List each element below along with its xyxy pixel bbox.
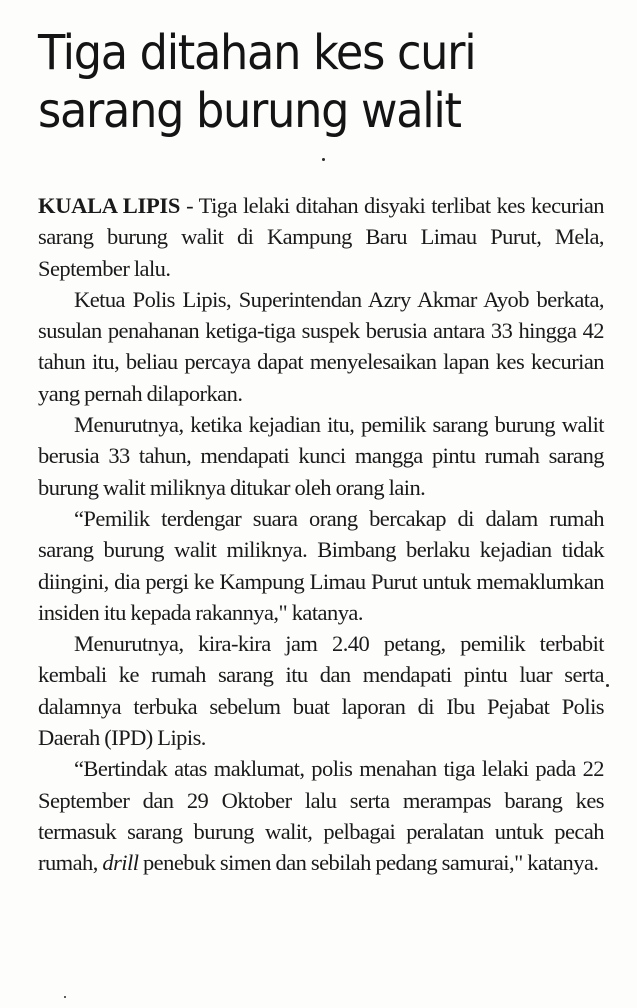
paragraph-6-italic: drill bbox=[102, 850, 139, 876]
paragraph-3: Menurutnya, ketika kejadian itu, pemilik sarang burung walit berusia 33 tahun, mendapati kunci mangga pintu rumah sarang burung walit miliknya ditukar oleh orang lain. bbox=[38, 412, 604, 500]
headline bbox=[38, 24, 577, 140]
headline-line-1: Tiga ditahan kes curi bbox=[38, 25, 476, 81]
lead-paragraph bbox=[38, 190, 604, 284]
paragraph-6-text-b: penebuk simen dan sebilah pedang samurai," katanya. bbox=[138, 850, 599, 876]
paragraph-2: Ketua Polis Lipis, Superintendan Azry Akmar Ayob berkata, susulan penahanan ketiga-tiga suspek berusia antara 33 hingga 42 tahun itu, beliau percaya dapat menyelesaikan lapan kes kecurian yang pernah dilaporkan. bbox=[38, 286, 604, 406]
headline-line-2: sarang burung walit bbox=[38, 83, 461, 139]
print-speck bbox=[606, 684, 609, 687]
lead-text: - Tiga lelaki ditahan disyaki terlibat kes kecurian sarang burung walit di Kampung Baru Limau Purut, Mela, September lalu. bbox=[38, 193, 604, 281]
print-speck bbox=[322, 158, 325, 161]
paragraph-5: Menurutnya, kira-kira jam 2.40 petang, pemilik terbabit kembali ke rumah sarang itu dan mendapati pintu luar serta dalamnya terbuka sebelum buat laporan di Ibu Pejabat Polis Daerah (IPD) Lipis. bbox=[38, 631, 604, 751]
paragraph-6 bbox=[38, 753, 604, 878]
paragraph-6-text-a: “Bertindak atas maklumat, polis menahan tiga lelaki pada 22 September dan 29 Oktober lalu serta merampas barang kes termasuk sarang burung walit, pelbagai peralatan untuk pecah rumah, bbox=[38, 756, 604, 876]
paragraph-4: “Pemilik terdengar suara orang bercakap di dalam rumah sarang burung walit miliknya. Bimbang berlaku kejadian tidak diingini, dia pergi ke Kampung Limau Purut untuk memaklumkan insiden itu kepada rakannya," katanya. bbox=[38, 505, 604, 625]
print-speck bbox=[64, 996, 66, 998]
dateline: KUALA LIPIS bbox=[38, 193, 181, 218]
article-body bbox=[38, 190, 604, 879]
